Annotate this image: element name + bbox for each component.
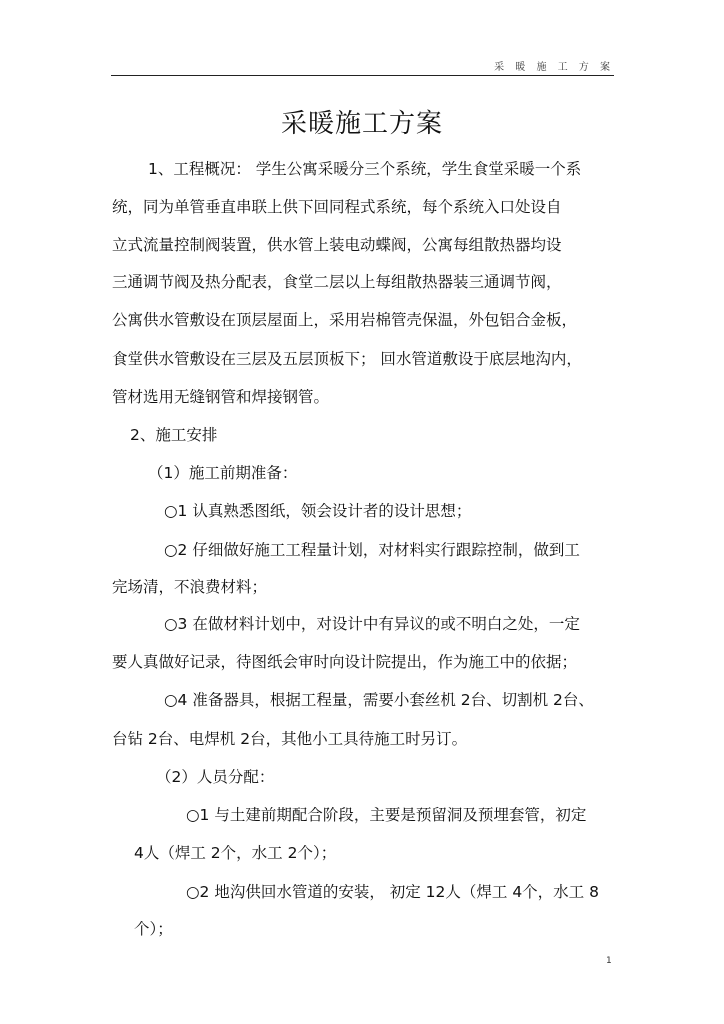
list-item-continuation: 4人（焊工 2个，水工 2个）； — [134, 844, 337, 862]
body-line: 三通调节阀及热分配表，食堂二层以上每组散热器装三通调节阀， — [112, 273, 562, 291]
header-divider — [111, 75, 614, 76]
list-item: ○1 与土建前期配合阶段，主要是预留洞及预埋套管，初定 — [186, 806, 587, 824]
subsection-heading: （1）施工前期准备： — [148, 464, 298, 482]
list-item-continuation: 要人真做好记录，待图纸会审时向设计院提出，作为施工中的依据； — [112, 653, 578, 671]
list-item: ○4 准备器具，根据工程量，需要小套丝机 2台、切割机 2台、 — [164, 691, 594, 709]
list-item-continuation: 完场清，不浪费材料； — [112, 578, 268, 596]
body-line: 立式流量控制阀装置，供水管上装电动蝶阀，公寓每组散热器均设 — [112, 236, 562, 254]
subsection-heading: （2）人员分配： — [156, 768, 275, 786]
body-line: 1、工程概况： 学生公寓采暖分三个系统，学生食堂采暖一个系 — [148, 160, 582, 178]
body-line: 食堂供水管敷设在三层及五层顶板下； 回水管道敷设于底层地沟内， — [112, 350, 582, 368]
running-header: 采 暖 施 工 方 案 — [494, 62, 614, 73]
body-line: 统，同为单管垂直串联上供下回同程式系统，每个系统入口处设自 — [112, 198, 562, 216]
section-heading: 2、施工安排 — [130, 426, 218, 444]
list-item: ○2 仔细做好施工工程量计划，对材料实行跟踪控制，做到工 — [164, 541, 580, 559]
page-number: 1 — [606, 956, 612, 966]
document-title: 采暖施工方案 — [280, 109, 443, 139]
list-item: ○1 认真熟悉图纸，领会设计者的设计思想； — [164, 502, 472, 520]
list-item: ○3 在做材料计划中，对设计中有异议的或不明白之处，一定 — [164, 615, 580, 633]
list-item-continuation: 个）； — [134, 920, 173, 938]
list-item: ○2 地沟供回水管道的安装， 初定 12人（焊工 4个，水工 8 — [186, 883, 599, 901]
body-line: 管材选用无缝钢管和焊接钢管。 — [112, 388, 330, 406]
list-item-continuation: 台钻 2台、电焊机 2台，其他小工具待施工时另订。 — [112, 730, 468, 748]
body-line: 公寓供水管敷设在顶层屋面上，采用岩棉管壳保温，外包铝合金板， — [112, 311, 578, 329]
